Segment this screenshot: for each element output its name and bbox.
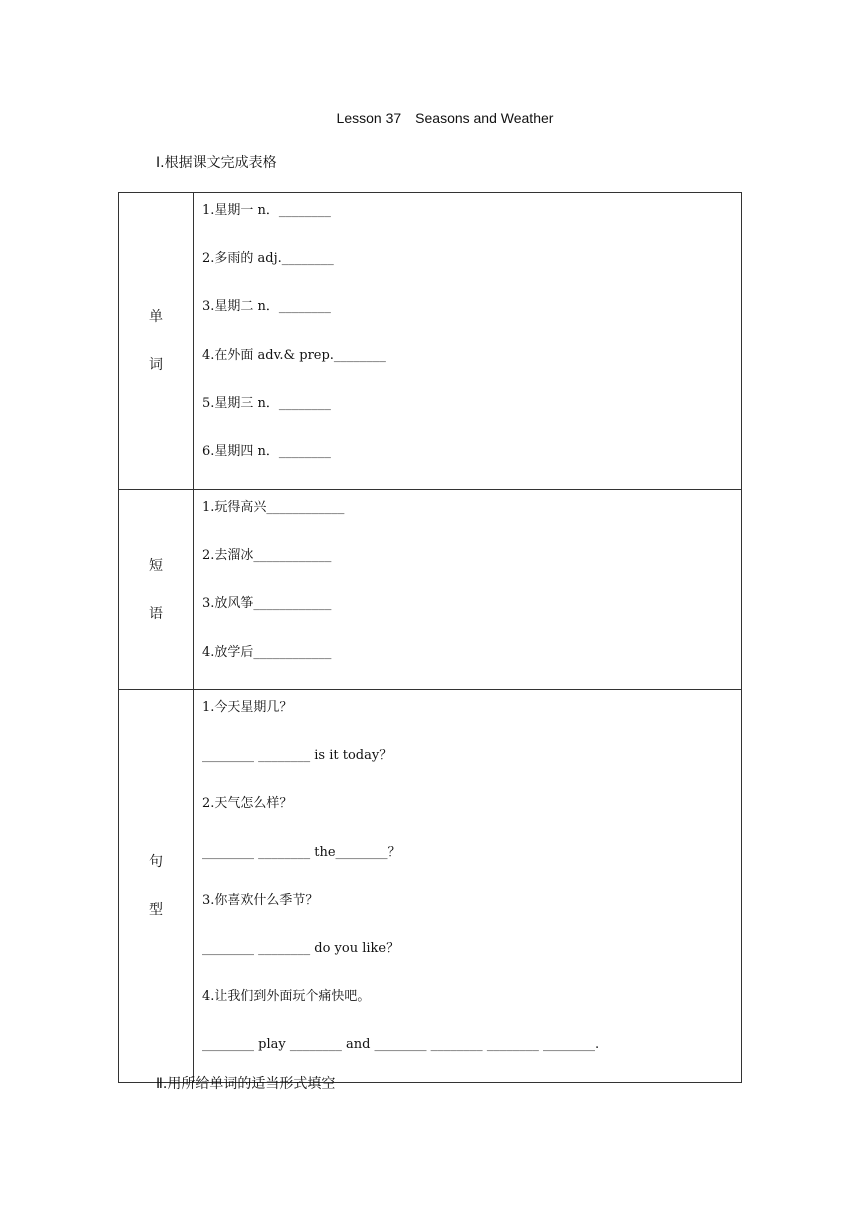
table-row-phrases bbox=[119, 490, 742, 690]
section-two-heading: Ⅱ.用所给单词的适当形式填空 bbox=[156, 1076, 336, 1092]
phrase-item[interactable]: 1.玩得高兴____________ bbox=[202, 500, 345, 515]
table-row-words bbox=[119, 193, 742, 490]
phrase-item[interactable]: 2.去溜冰____________ bbox=[202, 548, 332, 564]
category-label: 型 bbox=[149, 902, 163, 918]
category-cell-phrases bbox=[119, 490, 194, 690]
word-item[interactable]: 1.星期一 n．________ bbox=[202, 203, 331, 218]
items-cell-phrases bbox=[194, 490, 742, 690]
category-label: 短 bbox=[149, 557, 163, 574]
word-item[interactable]: 5.星期三 n．________ bbox=[202, 395, 331, 411]
word-item[interactable]: 4.在外面 adv.& prep.________ bbox=[202, 347, 386, 363]
category-label: 单 bbox=[149, 309, 163, 325]
sentence-prompt: 4.让我们到外面玩个痛快吧。 bbox=[202, 989, 371, 1005]
section-one-heading: Ⅰ.根据课文完成表格 bbox=[156, 155, 277, 171]
category-cell-words bbox=[119, 193, 194, 490]
lesson-title: Lesson 37 Seasons and Weather bbox=[336, 110, 554, 126]
category-label: 句 bbox=[149, 854, 163, 870]
sentence-prompt: 1.今天星期几？ bbox=[202, 700, 293, 715]
worksheet-table bbox=[118, 192, 742, 1083]
phrase-item[interactable]: 3.放风筝____________ bbox=[202, 596, 332, 612]
items-cell-words bbox=[194, 193, 742, 490]
word-item[interactable]: 6.星期四 n．________ bbox=[202, 443, 331, 459]
sentence-blank[interactable]: ________ play ________ and ________ ________ ________ ________. bbox=[202, 1037, 600, 1053]
category-label: 语 bbox=[149, 605, 163, 622]
word-item[interactable]: 3.星期二 n．________ bbox=[202, 299, 331, 315]
category-cell-sentences bbox=[119, 690, 194, 1083]
items-cell-sentences bbox=[194, 690, 742, 1083]
sentence-blank[interactable]: ________ ________ do you like？ bbox=[202, 940, 400, 956]
sentence-blank[interactable]: ________ ________ is it today？ bbox=[202, 748, 393, 764]
phrase-item[interactable]: 4.放学后____________ bbox=[202, 644, 332, 660]
sentence-prompt: 2.天气怎么样？ bbox=[202, 796, 293, 812]
word-item[interactable]: 2.多雨的 adj.________ bbox=[202, 251, 334, 267]
table-row-sentences bbox=[119, 690, 742, 1083]
category-label: 词 bbox=[149, 357, 163, 373]
sentence-blank[interactable]: ________ ________ the________？ bbox=[202, 844, 401, 860]
sentence-prompt: 3.你喜欢什么季节？ bbox=[202, 892, 319, 908]
